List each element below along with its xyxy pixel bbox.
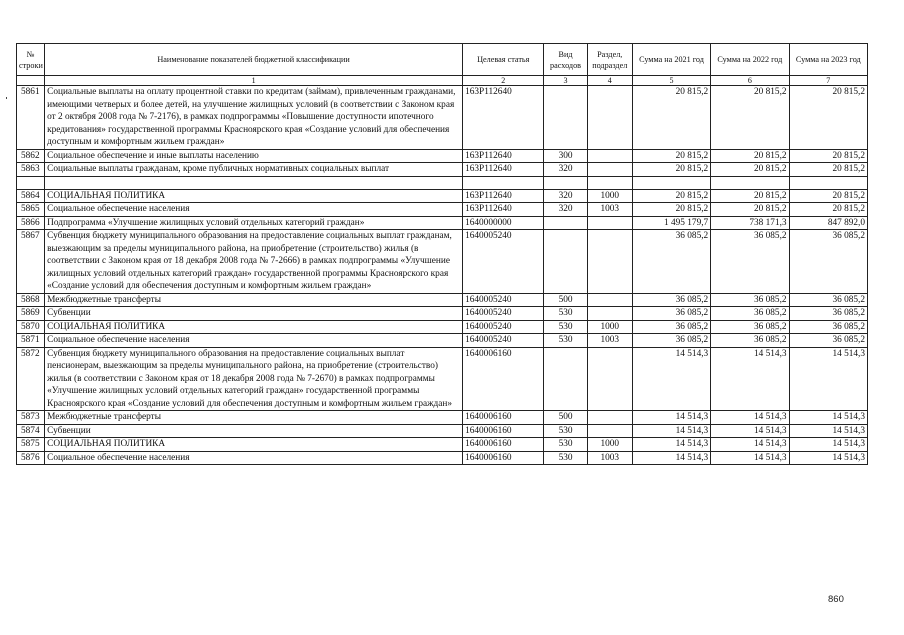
indicator-name: Межбюджетные трансферты	[45, 411, 463, 425]
amount-2023: 847 892,0	[789, 216, 867, 230]
expense-type: 530	[544, 320, 587, 334]
table-row	[17, 293, 868, 307]
header-target: Целевая статья	[463, 44, 544, 76]
table-row	[17, 189, 868, 203]
amount-2023: 14 514,3	[789, 411, 867, 425]
blank-cell	[17, 176, 45, 189]
table-row	[17, 438, 868, 452]
indicator-name: СОЦИАЛЬНАЯ ПОЛИТИКА	[45, 438, 463, 452]
column-number: 5	[632, 76, 710, 86]
indicator-name: Субвенция бюджету муниципального образования на предоставление социальных выплат гражданам, выезжающим за пределы муниципального района, на приобретение (строительство) жилья (в соответствии с Законом края от 18 декабря 2008 года № 7-2666) в рамках подпрограммы «Улучшение жилищных условий отдельных категорий граждан» государственной программы Красноярского края «Создание условий для обеспечения доступным и комфортным жильем граждан»	[45, 230, 463, 294]
column-number: 1	[45, 76, 463, 86]
table-row	[17, 216, 868, 230]
row-number: 5875	[17, 438, 45, 452]
section-code	[587, 307, 632, 321]
row-number: 5876	[17, 451, 45, 465]
expense-type: 530	[544, 438, 587, 452]
expense-type: 530	[544, 424, 587, 438]
amount-2021: 36 085,2	[632, 230, 710, 294]
amount-2022: 36 085,2	[711, 307, 789, 321]
budget-table	[16, 43, 868, 465]
amount-2023: 14 514,3	[789, 347, 867, 411]
header-sum-2022: Сумма на 2022 год	[711, 44, 789, 76]
amount-2023: 20 815,2	[789, 203, 867, 217]
indicator-name: Субвенция бюджету муниципального образования на предоставление социальных выплат пенсионерам, выезжающим за пределы муниципального района, на приобретение (строительство) жилья (в соответствии с Законом края от 18 декабря 2008 года № 7-2670) в рамках подпрограммы «Улучшение жилищных условий отдельных категорий граждан» государственной программы Красноярского края «Создание условий для обеспечения доступным и комфортным жильем граждан»	[45, 347, 463, 411]
amount-2023: 36 085,2	[789, 307, 867, 321]
amount-2022: 36 085,2	[711, 320, 789, 334]
table-row	[17, 230, 868, 294]
indicator-name: СОЦИАЛЬНАЯ ПОЛИТИКА	[45, 320, 463, 334]
amount-2022: 20 815,2	[711, 203, 789, 217]
row-number: 5866	[17, 216, 45, 230]
table-row	[17, 411, 868, 425]
indicator-name: Социальное обеспечение населения	[45, 451, 463, 465]
row-number: 5874	[17, 424, 45, 438]
amount-2022: 20 815,2	[711, 163, 789, 177]
row-number: 5870	[17, 320, 45, 334]
row-number: 5861	[17, 86, 45, 150]
target-article: 163Р112640	[463, 203, 544, 217]
target-article: 1640005240	[463, 293, 544, 307]
blank-cell	[711, 176, 789, 189]
table-row	[17, 149, 868, 163]
target-article: 1640005240	[463, 334, 544, 348]
amount-2022: 36 085,2	[711, 230, 789, 294]
expense-type	[544, 347, 587, 411]
target-article: 1640006160	[463, 347, 544, 411]
column-number: 2	[463, 76, 544, 86]
amount-2022: 20 815,2	[711, 189, 789, 203]
row-number: 5865	[17, 203, 45, 217]
amount-2022: 14 514,3	[711, 438, 789, 452]
indicator-name: Межбюджетные трансферты	[45, 293, 463, 307]
expense-type: 320	[544, 163, 587, 177]
header-vid: Вид расходов	[544, 44, 587, 76]
amount-2022: 36 085,2	[711, 334, 789, 348]
expense-type	[544, 86, 587, 150]
amount-2023: 36 085,2	[789, 230, 867, 294]
indicator-name: Социальное обеспечение населения	[45, 334, 463, 348]
page-number: 860	[828, 594, 844, 605]
amount-2023: 36 085,2	[789, 293, 867, 307]
indicator-name: Социальные выплаты гражданам, кроме публичных нормативных социальных выплат	[45, 163, 463, 177]
column-number: 7	[789, 76, 867, 86]
amount-2021: 20 815,2	[632, 149, 710, 163]
blank-row	[17, 176, 868, 189]
blank-cell	[45, 176, 463, 189]
amount-2021: 36 085,2	[632, 307, 710, 321]
row-number: 5871	[17, 334, 45, 348]
target-article: 163Р112640	[463, 86, 544, 150]
amount-2021: 20 815,2	[632, 86, 710, 150]
amount-2021: 14 514,3	[632, 424, 710, 438]
amount-2023: 14 514,3	[789, 424, 867, 438]
column-number-row	[17, 76, 868, 86]
table-row	[17, 203, 868, 217]
amount-2021: 36 085,2	[632, 293, 710, 307]
row-number: 5862	[17, 149, 45, 163]
expense-type: 530	[544, 307, 587, 321]
target-article: 1640005240	[463, 320, 544, 334]
blank-cell	[632, 176, 710, 189]
amount-2023: 36 085,2	[789, 334, 867, 348]
section-code	[587, 347, 632, 411]
expense-type: 320	[544, 203, 587, 217]
amount-2022: 14 514,3	[711, 451, 789, 465]
expense-type	[544, 230, 587, 294]
table-row	[17, 451, 868, 465]
expense-type: 320	[544, 189, 587, 203]
row-number: 5868	[17, 293, 45, 307]
amount-2022: 14 514,3	[711, 347, 789, 411]
amount-2023: 20 815,2	[789, 149, 867, 163]
section-code: 1003	[587, 451, 632, 465]
section-code: 1000	[587, 438, 632, 452]
table-row	[17, 163, 868, 177]
expense-type: 500	[544, 293, 587, 307]
table-row	[17, 307, 868, 321]
blank-cell	[789, 176, 867, 189]
blank-cell	[544, 176, 587, 189]
indicator-name: Подпрограмма «Улучшение жилищных условий отдельных категорий граждан»	[45, 216, 463, 230]
header-sum-2021: Сумма на 2021 год	[632, 44, 710, 76]
table-row	[17, 320, 868, 334]
amount-2021: 36 085,2	[632, 320, 710, 334]
amount-2023: 20 815,2	[789, 189, 867, 203]
amount-2021: 14 514,3	[632, 347, 710, 411]
table-row	[17, 86, 868, 150]
target-article: 1640006160	[463, 424, 544, 438]
indicator-name: Субвенции	[45, 307, 463, 321]
target-article: 163Р112640	[463, 189, 544, 203]
column-number: 6	[711, 76, 789, 86]
section-code: 1003	[587, 203, 632, 217]
amount-2021: 1 495 179,7	[632, 216, 710, 230]
target-article: 1640000000	[463, 216, 544, 230]
amount-2021: 20 815,2	[632, 163, 710, 177]
indicator-name: Субвенции	[45, 424, 463, 438]
section-code	[587, 293, 632, 307]
header-sum-2023: Сумма на 2023 год	[789, 44, 867, 76]
indicator-name: Социальное обеспечение и иные выплаты населению	[45, 149, 463, 163]
amount-2021: 14 514,3	[632, 438, 710, 452]
target-article: 1640006160	[463, 438, 544, 452]
target-article: 1640006160	[463, 451, 544, 465]
section-code	[587, 216, 632, 230]
target-article: 1640006160	[463, 411, 544, 425]
expense-type: 500	[544, 411, 587, 425]
amount-2021: 14 514,3	[632, 451, 710, 465]
amount-2021: 14 514,3	[632, 411, 710, 425]
indicator-name: Социальные выплаты на оплату процентной ставки по кредитам (займам), привлеченным гражданами, имеющими четверых и более детей, на улучшение жилищных условий (в соответствии с Законом края от 2 октября 2008 года № 7-2176), в рамках подпрограммы «Повышение доступности ипотечного кредитования» государственной программы Красноярского края «Создание условий для обеспечения доступным и комфортным жильем граждан»	[45, 86, 463, 150]
section-code	[587, 86, 632, 150]
section-code	[587, 163, 632, 177]
margin-mark	[6, 97, 7, 99]
expense-type: 530	[544, 334, 587, 348]
section-code	[587, 411, 632, 425]
amount-2021: 20 815,2	[632, 203, 710, 217]
target-article: 163Р112640	[463, 163, 544, 177]
amount-2021: 20 815,2	[632, 189, 710, 203]
target-article: 1640005240	[463, 230, 544, 294]
amount-2023: 14 514,3	[789, 438, 867, 452]
section-code: 1003	[587, 334, 632, 348]
amount-2022: 14 514,3	[711, 411, 789, 425]
section-code: 1000	[587, 189, 632, 203]
amount-2023: 36 085,2	[789, 320, 867, 334]
table-row	[17, 334, 868, 348]
row-number: 5867	[17, 230, 45, 294]
table-row	[17, 347, 868, 411]
section-code	[587, 149, 632, 163]
row-number: 5864	[17, 189, 45, 203]
header-row	[17, 44, 868, 76]
section-code	[587, 230, 632, 294]
header-razdel: Раздел, подраздел	[587, 44, 632, 76]
row-number: 5872	[17, 347, 45, 411]
indicator-name: СОЦИАЛЬНАЯ ПОЛИТИКА	[45, 189, 463, 203]
expense-type: 300	[544, 149, 587, 163]
header-name: Наименование показателей бюджетной классификации	[45, 44, 463, 76]
column-number	[17, 76, 45, 86]
row-number: 5869	[17, 307, 45, 321]
blank-cell	[463, 176, 544, 189]
blank-cell	[587, 176, 632, 189]
amount-2022: 14 514,3	[711, 424, 789, 438]
amount-2022: 738 171,3	[711, 216, 789, 230]
section-code: 1000	[587, 320, 632, 334]
section-code	[587, 424, 632, 438]
column-number: 3	[544, 76, 587, 86]
table-row	[17, 424, 868, 438]
row-number: 5873	[17, 411, 45, 425]
indicator-name: Социальное обеспечение населения	[45, 203, 463, 217]
row-number: 5863	[17, 163, 45, 177]
amount-2021: 36 085,2	[632, 334, 710, 348]
amount-2023: 20 815,2	[789, 86, 867, 150]
amount-2023: 14 514,3	[789, 451, 867, 465]
amount-2022: 36 085,2	[711, 293, 789, 307]
column-number: 4	[587, 76, 632, 86]
amount-2022: 20 815,2	[711, 86, 789, 150]
header-row-no: № строки	[17, 44, 45, 76]
target-article: 163Р112640	[463, 149, 544, 163]
amount-2022: 20 815,2	[711, 149, 789, 163]
expense-type	[544, 216, 587, 230]
amount-2023: 20 815,2	[789, 163, 867, 177]
expense-type: 530	[544, 451, 587, 465]
target-article: 1640005240	[463, 307, 544, 321]
